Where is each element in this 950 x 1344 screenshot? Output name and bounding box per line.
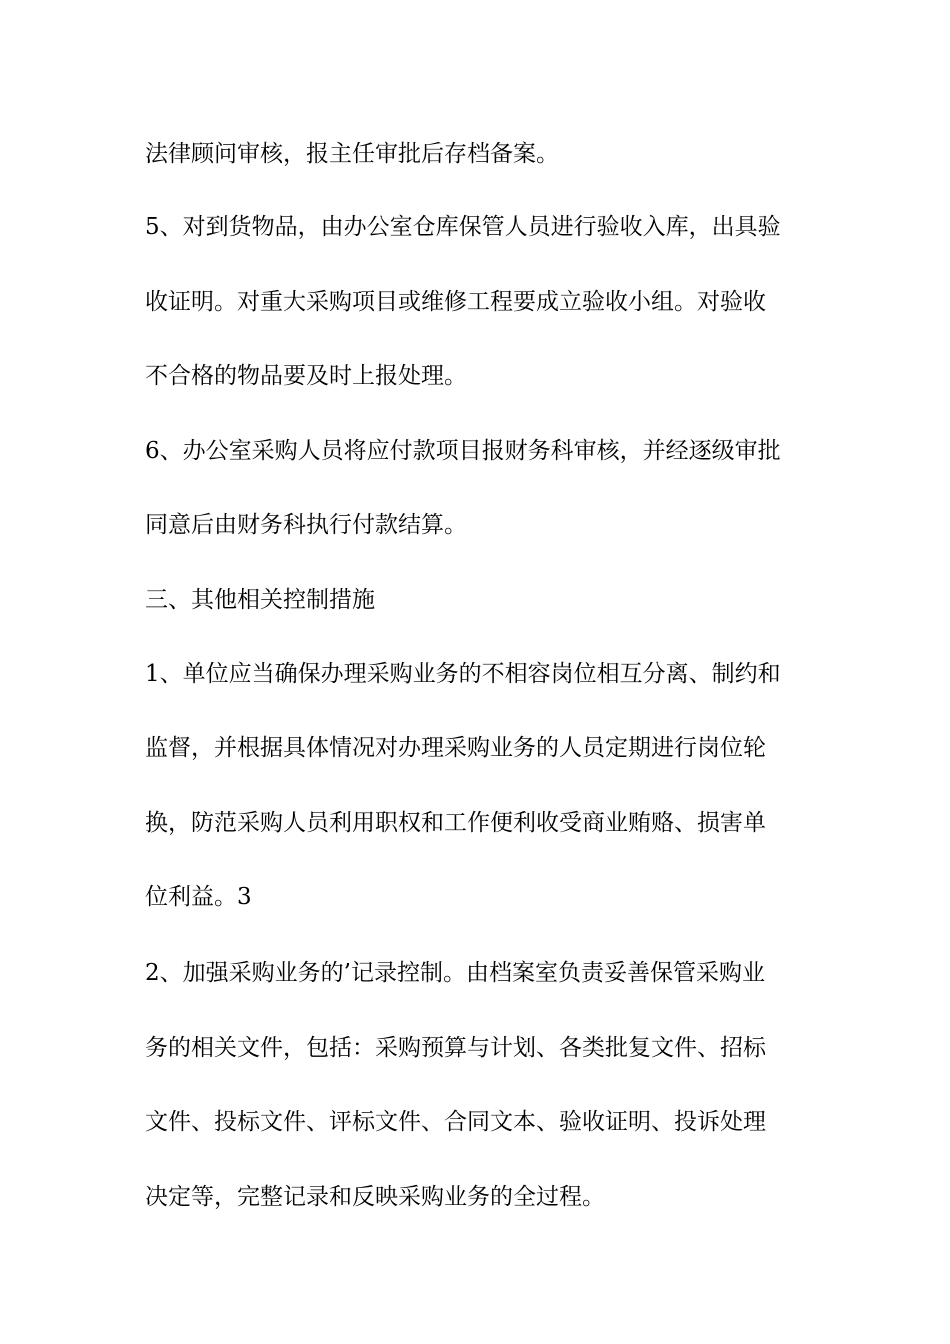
text-line-5: 6、办公室采购人员将应付款项目报财务科审核，并经逐级审批 (145, 438, 781, 464)
text-line-13: 务的相关文件，包括：采购预算与计划、各类批复文件、招标 (145, 1035, 766, 1061)
text-line-2: 5、对到货物品，由办公室仓库保管人员进行验收入库，出具验 (145, 214, 781, 240)
text-line-1: 法律顾问审核，报主任审批后存档备案。 (145, 141, 559, 167)
text-line-3: 收证明。对重大采购项目或维修工程要成立验收小组。对验收 (145, 289, 766, 315)
text-line-12: 2、加强采购业务的’记录控制。由档案室负责妥善保管采购业 (145, 960, 765, 986)
text-line-9: 监督，并根据具体情况对办理采购业务的人员定期进行岗位轮 (145, 735, 766, 761)
text-line-10: 换，防范采购人员利用职权和工作便利收受商业贿赂、损害单 (145, 810, 766, 836)
text-line-8: 1、单位应当确保办理采购业务的不相容岗位相互分离、制约和 (145, 661, 781, 687)
text-line-11: 位利益。3 (145, 884, 252, 910)
text-line-4: 不合格的物品要及时上报处理。 (145, 363, 467, 389)
text-line-15: 决定等，完整记录和反映采购业务的全过程。 (145, 1184, 605, 1210)
section-heading: 三、其他相关控制措施 (145, 587, 375, 613)
text-line-14: 文件、投标文件、评标文件、合同文本、验收证明、投诉处理 (145, 1109, 766, 1135)
text-line-6: 同意后由财务科执行付款结算。 (145, 512, 467, 538)
